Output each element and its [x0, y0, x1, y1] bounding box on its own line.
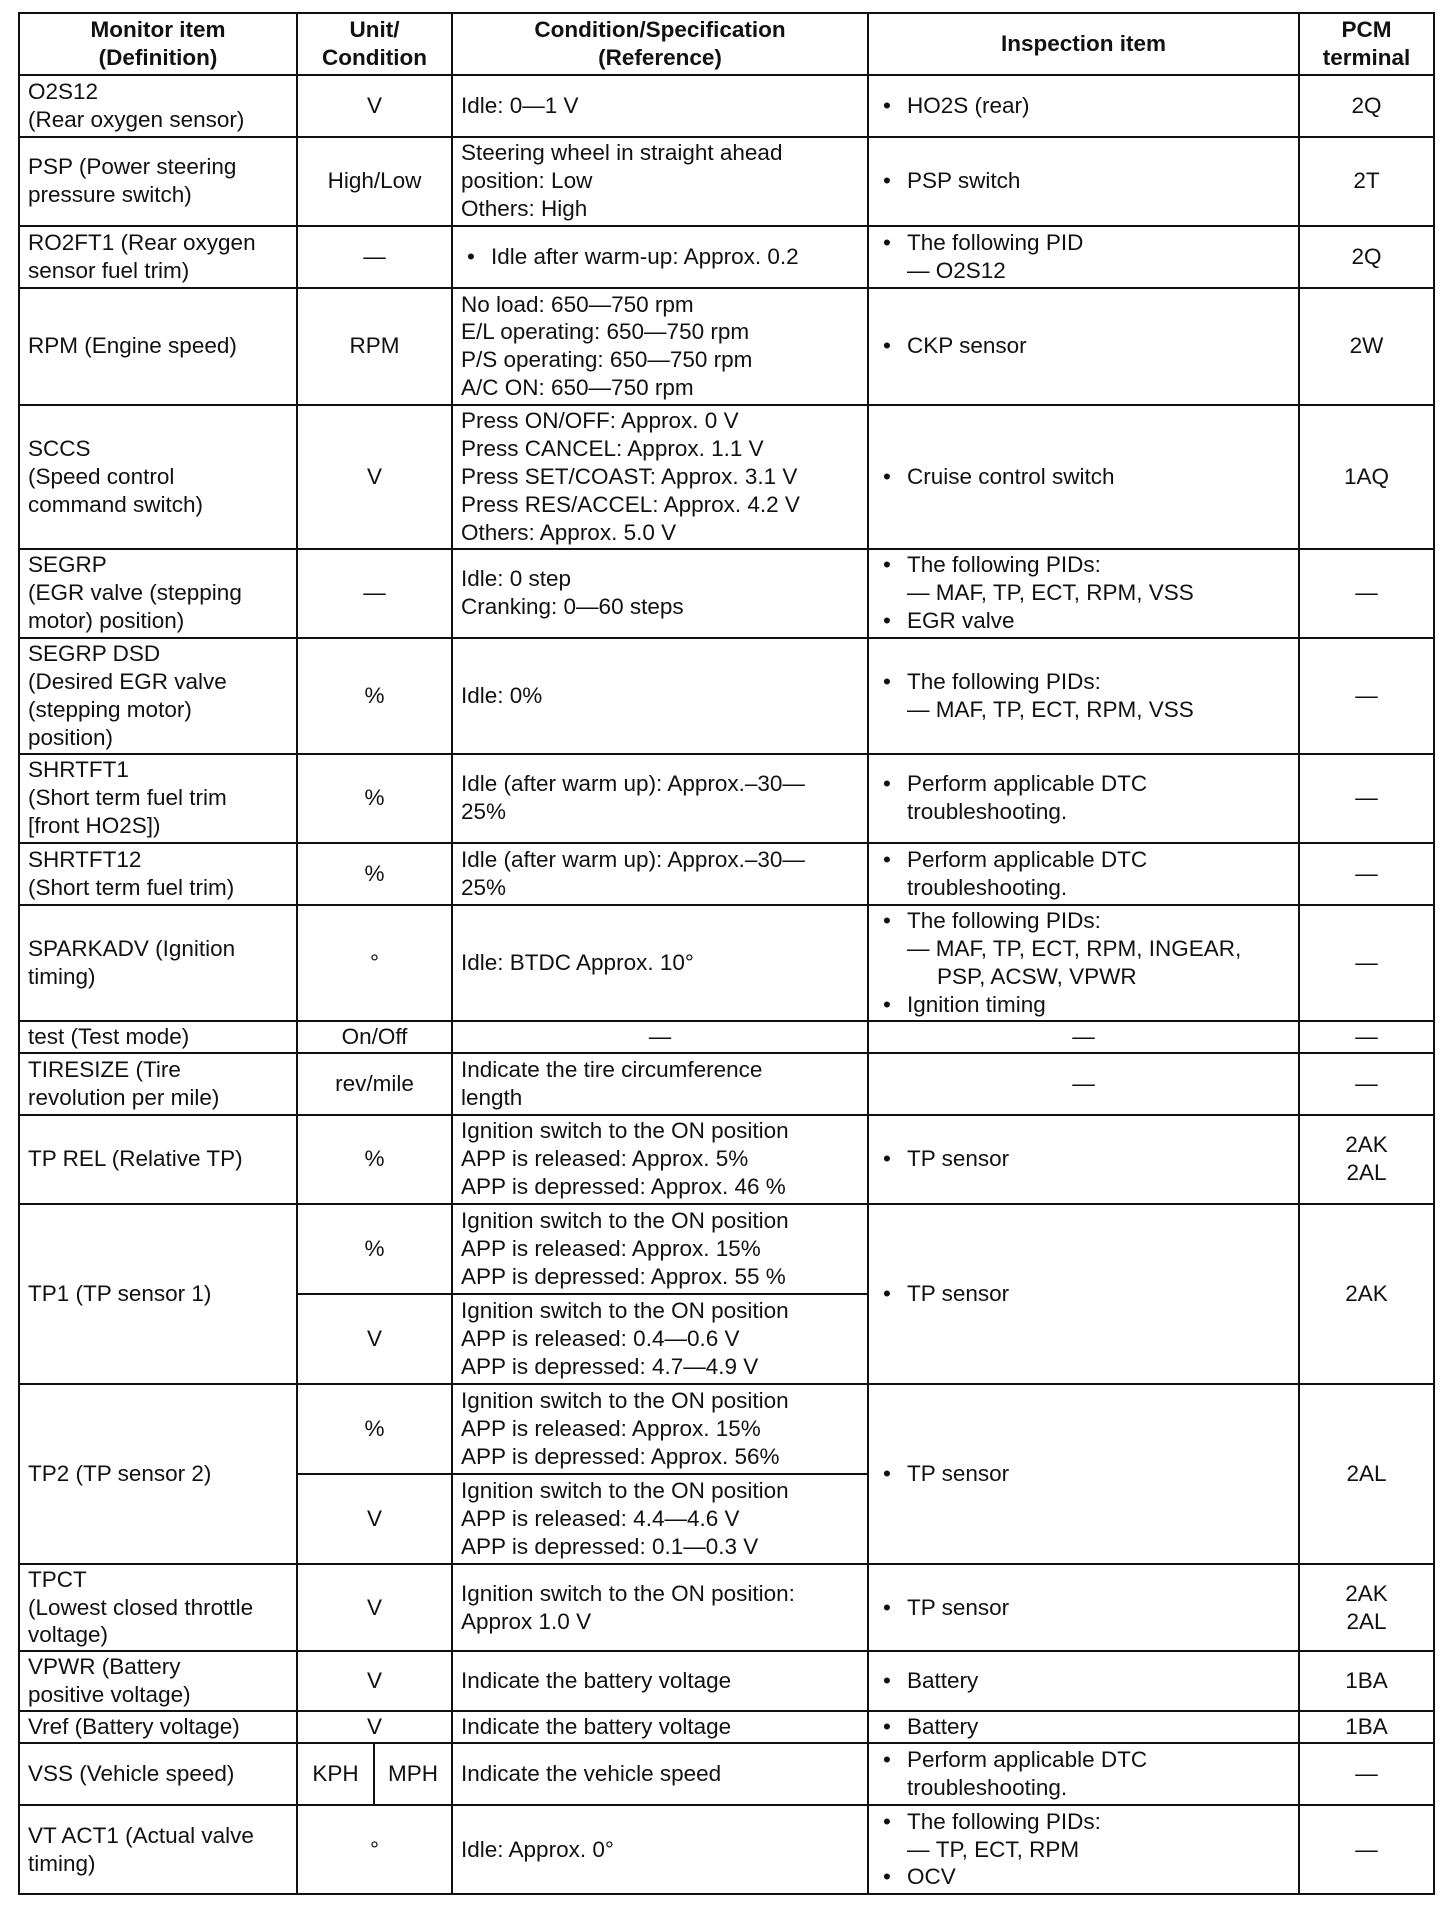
monitor-item: VSS (Vehicle speed) [19, 1743, 297, 1805]
inspection-bullet [877, 551, 1290, 607]
inspection-sub-item: — MAF, TP, ECT, RPM, VSS [907, 696, 1290, 724]
inspection-text: The following PID [907, 229, 1084, 255]
inspection-bullet: • TP sensor [877, 1460, 1290, 1488]
condition-spec: Press ON/OFF: Approx. 0 V Press CANCEL: Approx. 1.1 V Press SET/COAST: Approx. 3.1 V Press RES/ACCEL: Approx. 4.2 V Others: Approx. 5.0 V [452, 405, 868, 549]
inspection-bullet: • Perform applicable DTC troubleshooting. [877, 1746, 1290, 1802]
inspection-text: The following PIDs: [907, 908, 1101, 933]
condition-spec: Indicate the vehicle speed [452, 1743, 868, 1805]
inspection-bullet: • Battery [877, 1713, 1290, 1741]
inspection-item [868, 1115, 1299, 1204]
pcm-terminal: — [1299, 754, 1434, 843]
header-pcm-terminal: PCM terminal [1299, 13, 1434, 75]
unit-condition: V [297, 1474, 452, 1564]
condition-spec: Idle: BTDC Approx. 10° [452, 905, 868, 1021]
inspection-bullet [877, 1808, 1290, 1864]
pcm-terminal: — [1299, 1021, 1434, 1053]
header-condition-specification: Condition/Specification (Reference) [452, 13, 868, 75]
inspection-item: — [868, 1053, 1299, 1115]
inspection-bullet: • Cruise control switch [877, 463, 1290, 491]
unit-condition: — [297, 549, 452, 638]
unit-mph: MPH [374, 1743, 452, 1805]
inspection-item [868, 1564, 1299, 1652]
inspection-bullet: • TP sensor [877, 1594, 1290, 1622]
unit-condition: V [297, 1711, 452, 1743]
pcm-terminal: — [1299, 638, 1434, 754]
monitor-item: TPCT (Lowest closed throttle voltage) [19, 1564, 297, 1652]
table-row [19, 905, 1434, 1021]
pcm-terminal: — [1299, 1805, 1434, 1894]
unit-condition: % [297, 843, 452, 905]
inspection-item [868, 288, 1299, 405]
pcm-terminal: 2AK [1299, 1204, 1434, 1384]
monitor-item: TP2 (TP sensor 2) [19, 1384, 297, 1564]
pcm-terminal: 2AK 2AL [1299, 1115, 1434, 1204]
pcm-terminal: 2Q [1299, 75, 1434, 137]
table-row [19, 1711, 1434, 1743]
condition-spec: Idle: 0—1 V [452, 75, 868, 137]
inspection-bullet: • OCV [877, 1863, 1290, 1891]
inspection-bullet: • CKP sensor [877, 332, 1290, 360]
inspection-bullet: • Perform applicable DTC troubleshooting. [877, 770, 1290, 826]
condition-bullet: • Idle after warm-up: Approx. 0.2 [461, 243, 859, 271]
inspection-item [868, 1711, 1299, 1743]
condition-spec: — [452, 1021, 868, 1053]
monitor-item: TP1 (TP sensor 1) [19, 1204, 297, 1384]
pcm-terminal: — [1299, 843, 1434, 905]
unit-condition: V [297, 405, 452, 549]
condition-spec: Ignition switch to the ON position: Approx 1.0 V [452, 1564, 868, 1652]
table-row [19, 405, 1434, 549]
inspection-item [868, 638, 1299, 754]
inspection-sub-item: — MAF, TP, ECT, RPM, VSS [907, 579, 1290, 607]
condition-spec: Indicate the battery voltage [452, 1651, 868, 1711]
table-row [19, 754, 1434, 843]
table-row [19, 1384, 1434, 1474]
table-row [19, 1651, 1434, 1711]
pcm-terminal: 1AQ [1299, 405, 1434, 549]
condition-spec: Ignition switch to the ON position APP is released: 4.4—4.6 V APP is depressed: 0.1—0.3 V [452, 1474, 868, 1564]
table-row [19, 549, 1434, 638]
inspection-sub-continuation: PSP, ACSW, VPWR [937, 963, 1137, 989]
condition-spec: Ignition switch to the ON position APP is released: Approx. 15% APP is depressed: Approx. 55 % [452, 1204, 868, 1294]
condition-spec: Ignition switch to the ON position APP is released: Approx. 5% APP is depressed: Approx. 46 % [452, 1115, 868, 1204]
condition-spec: Indicate the tire circumference length [452, 1053, 868, 1115]
inspection-bullet: • Battery [877, 1667, 1290, 1695]
monitor-item: O2S12 (Rear oxygen sensor) [19, 75, 297, 137]
inspection-item: — [868, 1021, 1299, 1053]
monitor-item: RPM (Engine speed) [19, 288, 297, 405]
pcm-terminal: — [1299, 1743, 1434, 1805]
spec-page [18, 12, 1433, 1895]
inspection-text: The following PIDs: [907, 668, 1101, 694]
inspection-bullet: • TP sensor [877, 1145, 1290, 1173]
inspection-item [868, 549, 1299, 638]
unit-condition: ° [297, 1805, 452, 1894]
pcm-terminal: — [1299, 905, 1434, 1021]
table-row [19, 1115, 1434, 1204]
condition-spec: Idle: 0% [452, 638, 868, 754]
condition-spec: Idle: Approx. 0° [452, 1805, 868, 1894]
monitor-item: VPWR (Battery positive voltage) [19, 1651, 297, 1711]
monitor-item: RO2FT1 (Rear oxygen sensor fuel trim) [19, 226, 297, 288]
unit-condition: ° [297, 905, 452, 1021]
unit-condition: % [297, 1384, 452, 1474]
monitor-item: SHRTFT12 (Short term fuel trim) [19, 843, 297, 905]
unit-condition: V [297, 1294, 452, 1384]
unit-condition: On/Off [297, 1021, 452, 1053]
table-row [19, 1053, 1434, 1115]
inspection-item [868, 905, 1299, 1021]
inspection-bullet: • EGR valve [877, 607, 1290, 635]
unit-condition: High/Low [297, 137, 452, 226]
inspection-item [868, 226, 1299, 288]
inspection-item [868, 843, 1299, 905]
unit-condition: % [297, 638, 452, 754]
pcm-terminal: 1BA [1299, 1711, 1434, 1743]
header-monitor-item: Monitor item (Definition) [19, 13, 297, 75]
condition-spec: Ignition switch to the ON position APP is released: Approx. 15% APP is depressed: Approx. 56% [452, 1384, 868, 1474]
inspection-item [868, 1805, 1299, 1894]
inspection-bullet [877, 229, 1290, 285]
inspection-bullet: • Ignition timing [877, 991, 1290, 1019]
inspection-item [868, 754, 1299, 843]
condition-spec: Ignition switch to the ON position APP is released: 0.4—0.6 V APP is depressed: 4.7—4.9 V [452, 1294, 868, 1384]
inspection-bullet [877, 907, 1290, 991]
monitor-item: PSP (Power steering pressure switch) [19, 137, 297, 226]
unit-condition: rev/mile [297, 1053, 452, 1115]
pcm-terminal: — [1299, 1053, 1434, 1115]
monitor-item: SEGRP (EGR valve (stepping motor) position) [19, 549, 297, 638]
inspection-item [868, 1384, 1299, 1564]
monitor-item-table [18, 12, 1435, 1895]
table-row [19, 288, 1434, 405]
monitor-item: Vref (Battery voltage) [19, 1711, 297, 1743]
inspection-item [868, 137, 1299, 226]
unit-condition: % [297, 1115, 452, 1204]
monitor-item: SCCS (Speed control command switch) [19, 405, 297, 549]
unit-condition: % [297, 1204, 452, 1294]
table-row [19, 1743, 1434, 1805]
inspection-bullet: • TP sensor [877, 1280, 1290, 1308]
unit-condition: RPM [297, 288, 452, 405]
pcm-terminal: 2T [1299, 137, 1434, 226]
condition-spec: Idle (after warm up): Approx.–30— 25% [452, 843, 868, 905]
inspection-bullet: • HO2S (rear) [877, 92, 1290, 120]
pcm-terminal: 2AL [1299, 1384, 1434, 1564]
inspection-item [868, 1204, 1299, 1384]
inspection-item [868, 1651, 1299, 1711]
unit-condition: V [297, 1651, 452, 1711]
inspection-sub-text: MAF, TP, ECT, RPM, INGEAR, [935, 935, 1242, 961]
table-row [19, 1805, 1434, 1894]
table-row [19, 638, 1434, 754]
condition-spec: Indicate the battery voltage [452, 1711, 868, 1743]
table-row [19, 1204, 1434, 1294]
pcm-terminal: 1BA [1299, 1651, 1434, 1711]
inspection-bullet: • Perform applicable DTC troubleshooting. [877, 846, 1290, 902]
pcm-terminal: 2AK 2AL [1299, 1564, 1434, 1652]
pcm-terminal: 2Q [1299, 226, 1434, 288]
monitor-item: TIRESIZE (Tire revolution per mile) [19, 1053, 297, 1115]
inspection-text: The following PIDs: [907, 552, 1101, 578]
inspection-item [868, 405, 1299, 549]
table-header-row [19, 13, 1434, 75]
inspection-bullet [877, 668, 1290, 724]
table-row [19, 1564, 1434, 1652]
header-inspection-item: Inspection item [868, 13, 1299, 75]
monitor-item: SPARKADV (Ignition timing) [19, 905, 297, 1021]
inspection-sub-item: — O2S12 [907, 257, 1290, 285]
condition-spec: Idle: 0 step Cranking: 0—60 steps [452, 549, 868, 638]
monitor-item: test (Test mode) [19, 1021, 297, 1053]
unit-condition: % [297, 754, 452, 843]
condition-spec: Steering wheel in straight ahead position: Low Others: High [452, 137, 868, 226]
monitor-item: SHRTFT1 (Short term fuel trim [front HO2S]) [19, 754, 297, 843]
table-row [19, 1021, 1434, 1053]
table-row [19, 843, 1434, 905]
inspection-text: The following PIDs: [907, 1808, 1101, 1834]
pcm-terminal: — [1299, 549, 1434, 638]
monitor-item: SEGRP DSD (Desired EGR valve (stepping motor) position) [19, 638, 297, 754]
pcm-terminal: 2W [1299, 288, 1434, 405]
monitor-item: TP REL (Relative TP) [19, 1115, 297, 1204]
table-row [19, 137, 1434, 226]
condition-spec: No load: 650—750 rpm E/L operating: 650—750 rpm P/S operating: 650—750 rpm A/C ON: 650—750 rpm [452, 288, 868, 405]
inspection-item [868, 75, 1299, 137]
condition-spec: Idle (after warm up): Approx.–30— 25% [452, 754, 868, 843]
header-unit-condition: Unit/ Condition [297, 13, 452, 75]
table-row [19, 226, 1434, 288]
inspection-sub-item: — TP, ECT, RPM [907, 1836, 1290, 1864]
inspection-item [868, 1743, 1299, 1805]
unit-condition: — [297, 226, 452, 288]
condition-spec [452, 226, 868, 288]
inspection-bullet: • PSP switch [877, 167, 1290, 195]
monitor-item: VT ACT1 (Actual valve timing) [19, 1805, 297, 1894]
unit-condition: V [297, 75, 452, 137]
unit-condition: V [297, 1564, 452, 1652]
table-row [19, 75, 1434, 137]
unit-kph: KPH [297, 1743, 374, 1805]
inspection-sub-item [907, 935, 1290, 991]
